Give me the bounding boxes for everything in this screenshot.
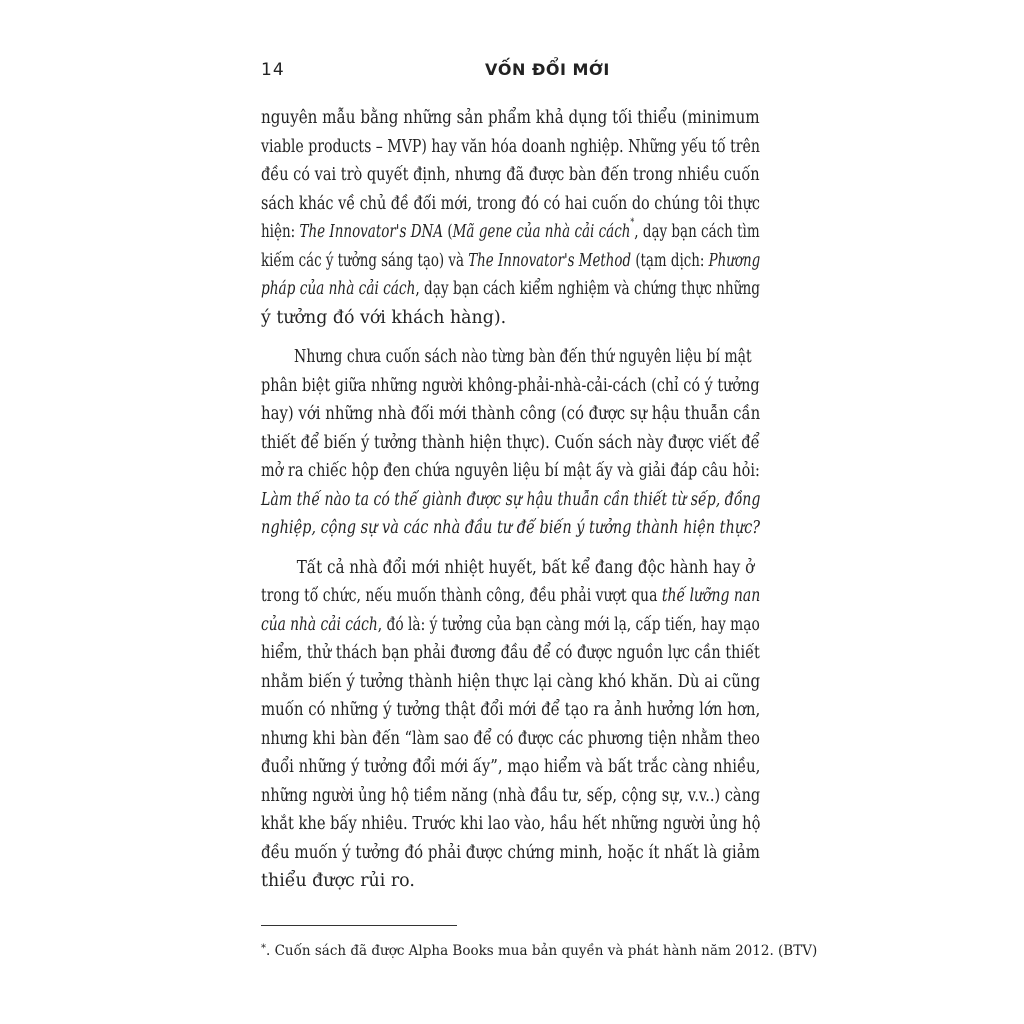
text-line: của nhà cải cách, đó là: ý tưởng của bạn càng mới lạ, cấp tiến, hay mạo [261,614,760,635]
text-line: nguyên mẫu bằng những sản phẩm khả dụng tối thiểu (minimum [261,108,760,128]
text-line: Tất cả nhà đổi mới nhiệt huyết, bất kể đang độc hành hay ở [296,557,755,578]
text-line: mở ra chiếc hộp đen chứa nguyên liệu bí mật ấy và giải đáp câu hỏi: [261,461,760,481]
page-number: 14 [261,60,285,80]
book-title-translation: Phương [708,250,761,271]
footnote-text: . Cuốn sách đã được Alpha Books mua bản quyền và phát hành năm 2012. (BTV) [266,943,818,959]
emphasis-term: của nhà cải cách [261,614,378,635]
key-question: nghiệp, cộng sự và các nhà đầu tư để biến ý tưởng thành hiện thực? [261,518,761,538]
book-title-translation: pháp của nhà cải cách [261,279,416,299]
book-title-translation: Mã gene của nhà cải cách [452,222,631,242]
text-line: viable products – MVP) hay văn hóa doanh nghiệp. Những yếu tố trên [261,136,760,157]
paragraph-1 [261,104,760,332]
text-line: đều có vai trò quyết định, nhưng đã được bàn đến trong nhiều cuốn [261,165,760,185]
text-line: thiết để biến ý tưởng thành hiện thực). Cuốn sách này được viết để [261,432,760,453]
book-title: The Innovator's DNA [299,222,444,242]
paragraph-2 [261,343,760,543]
text-line: kiếm các ý tưởng sáng tạo) và The Innovator's Method (tạm dịch: Phương [261,250,761,271]
text-line: khắt khe bấy nhiêu. Trước khi lao vào, hầu hết những người ủng hộ [261,814,761,834]
text-line: đều muốn ý tưởng đó phải được chứng minh, hoặc ít nhất là giảm [261,842,760,863]
text-line: những người ủng hộ tiềm năng (nhà đầu tư, sếp, cộng sự, v.v..) càng [261,785,761,806]
text-line: nhằm biến ý tưởng thành hiện thực lại càng khó khăn. Dù ai cũng [261,671,761,692]
paragraph-3 [261,554,760,896]
text-line: hiện: The Innovator's DNA (Mã gene của nhà cải cách*, dạy bạn cách tìm [261,217,760,242]
text-line: trong tổ chức, nếu muốn thành công, đều phải vượt qua thế lưỡng nan [261,586,761,606]
text-line: đuổi những ý tưởng đổi mới ấy”, mạo hiểm và bất trắc càng nhiều, [261,757,761,777]
emphasis-term: thế lưỡng nan [661,586,761,606]
text-line [261,514,761,543]
footnote-marker: * [630,217,635,228]
body-text [261,104,760,896]
text-line: pháp của nhà cải cách, dạy bạn cách kiểm nghiệm và chứng thực những [261,279,761,299]
text-line: thiểu được rủi ro. [261,871,415,891]
text-line: ý tưởng đó với khách hàng). [261,307,507,328]
text-line: hiểm, thử thách bạn phải đương đầu để có được nguồn lực cần thiết [261,643,760,663]
text-line: nhưng khi bàn đến “làm sao để có được các phương tiện nhằm theo [261,728,760,749]
text-line: sách khác về chủ đề đổi mới, trong đó có hai cuốn do chúng tôi thực [261,193,760,214]
footnote-marker: * [261,943,266,954]
text-line: muốn có những ý tưởng thật đổi mới để tạo ra ảnh hưởng lớn hơn, [261,700,761,720]
footnote-divider [261,925,457,926]
text-line: Nhưng chưa cuốn sách nào từng bàn đến thứ nguyên liệu bí mật [294,347,752,367]
running-title: VỐN ĐỔI MỚI [485,60,610,79]
text-line [261,486,761,515]
book-title: The Innovator's Method [468,250,632,271]
key-question: Làm thế nào ta có thể giành được sự hậu thuẫn cần thiết từ sếp, đồng [261,489,761,510]
page-header [261,60,760,86]
text-line: phân biệt giữa những người không-phải-nhà-cải-cách (chỉ có ý tưởng [261,375,760,396]
text-line: hay) với những nhà đổi mới thành công (có được sự hậu thuẫn cần [261,404,761,424]
footnote [261,943,817,959]
